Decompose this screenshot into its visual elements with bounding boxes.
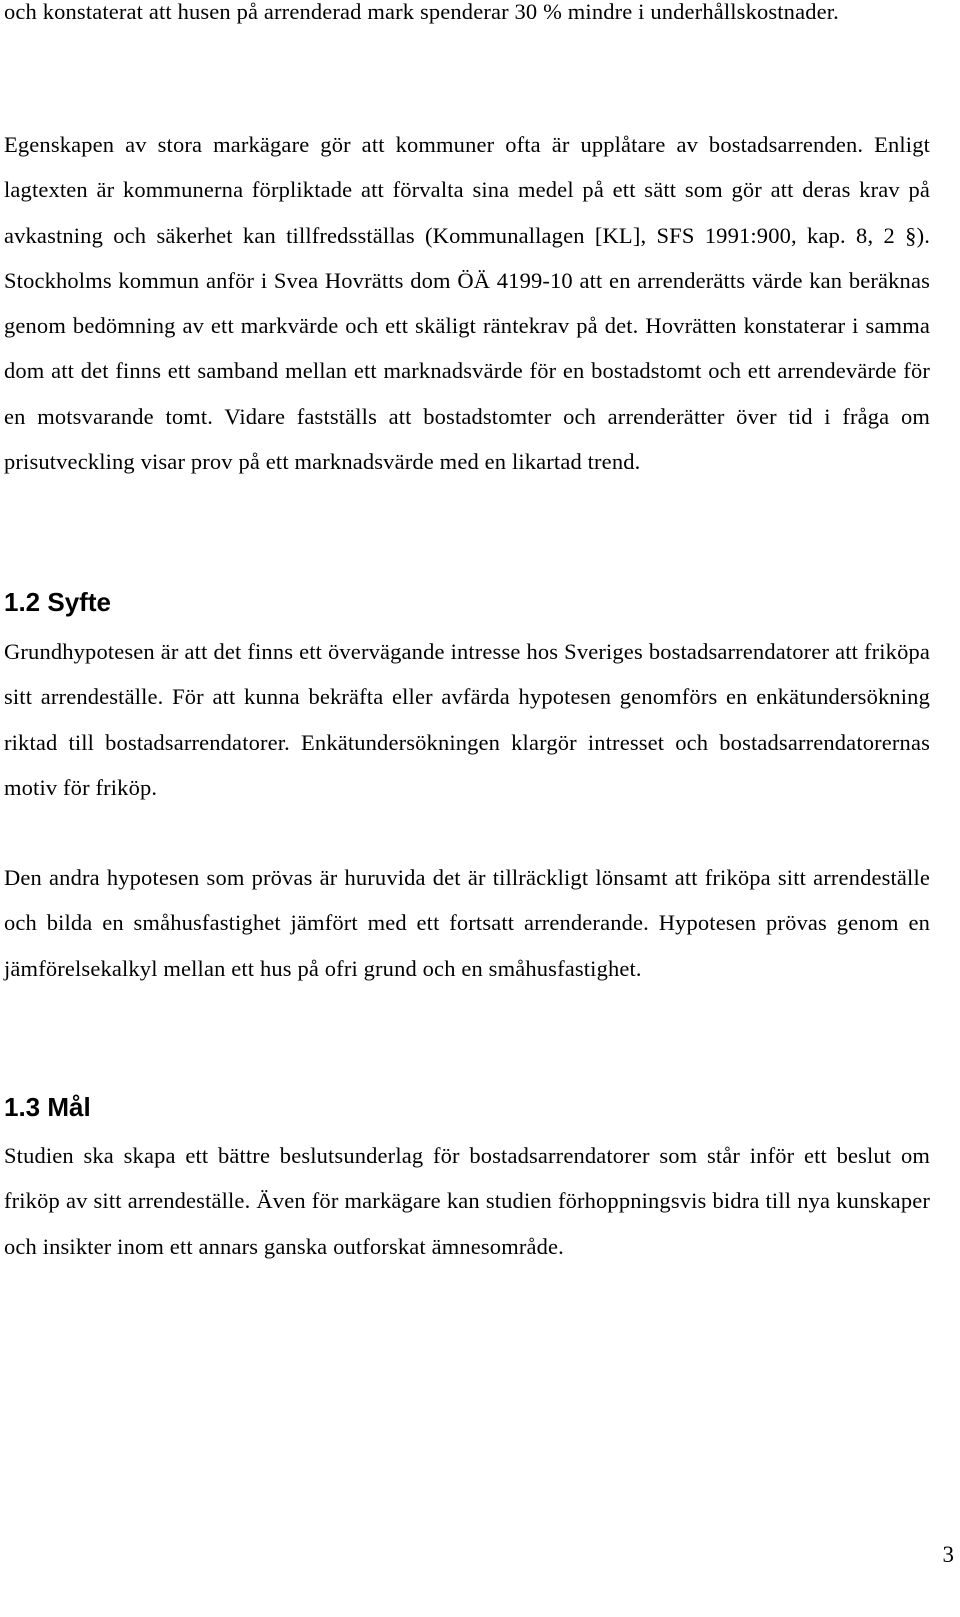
page-number: 3 [942, 1542, 954, 1567]
heading-syfte: 1.2 Syfte [4, 587, 111, 617]
paragraph-municipal-landowners: Egenskapen av stora markägare gör att kommuner ofta är upplåtare av bostadsarrenden. Enligt lagtexten är kommunerna förpliktade att förvalta sina medel på ett sätt som gör att deras krav på avkastning och säkerhet kan tillfredsställas (Kommunallagen [KL], SFS 1991:900, kap. 8, 2 §). Stockholms kommun anför i Svea Hovrätts dom ÖÄ 4199-10 att en arrenderätts värde kan beräknas genom bedömning av ett markvärde och ett skäligt räntekrav på det. Hovrätten konstaterar i samma dom att det finns ett samband mellan ett marknadsvärde för en bostadstomt och ett arrendevärde för en motsvarande tomt. Vidare fastställs att bostadstomter och arrenderätter över tid i fråga om prisutveckling visar prov på ett marknadsvärde med en likartad trend. [4, 132, 930, 475]
paragraph-primary-hypothesis: Grundhypotesen är att det finns ett övervägande intresse hos Sveriges bostadsarrendatorer att friköpa sitt arrendeställe. För att kunna bekräfta eller avfärda hypotesen genomförs en enkätundersökning riktad till bostadsarrendatorer. Enkätundersökningen klargör intresset och bostadsarrendatorernas motiv för friköp. [4, 639, 930, 800]
paragraph-maintenance-costs: och konstaterat att husen på arrenderad mark spenderar 30 % mindre i underhållskostnader. [4, 0, 839, 24]
paragraph-goal: Studien ska skapa ett bättre beslutsunderlag för bostadsarrendatorer som står inför ett beslut om friköp av sitt arrendeställe. Även för markägare kan studien förhoppningsvis bidra till nya kunskaper och insikter inom ett annars ganska outforskat ämnesområde. [4, 1143, 930, 1259]
heading-mal: 1.3 Mål [4, 1092, 91, 1122]
paragraph-second-hypothesis: Den andra hypotesen som prövas är huruvida det är tillräckligt lönsamt att friköpa sitt arrendeställe och bilda en småhusfastighet jämfört med ett fortsatt arrenderande. Hypotesen prövas genom en jämförelsekalkyl mellan ett hus på ofri grund och en småhusfastighet. [4, 865, 930, 981]
